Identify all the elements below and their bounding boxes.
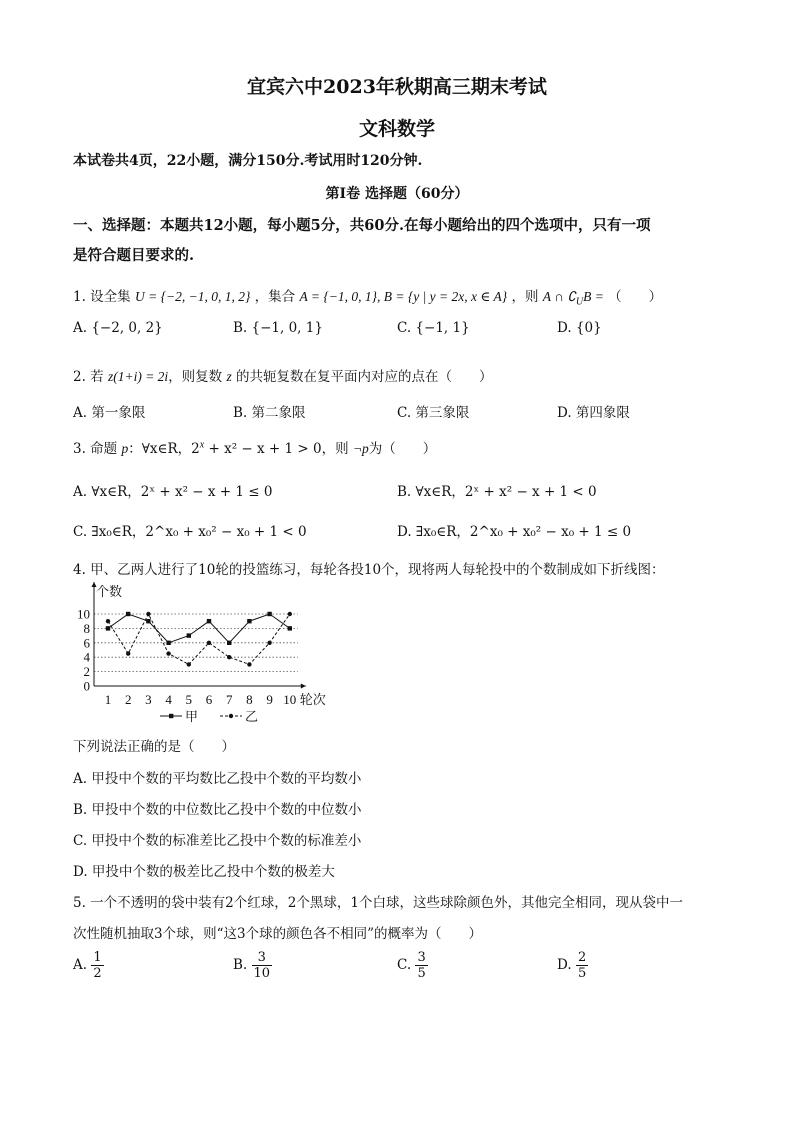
q2-option-b[interactable]: B. 第二象限: [233, 405, 306, 421]
q3-rest: + x² − x + 1 > 0，则: [204, 441, 349, 457]
x-tick-label: 1: [104, 692, 112, 707]
q4-option-b[interactable]: B. 甲投中个数的中位数比乙投中个数的中位数小: [73, 802, 362, 818]
q5-option-b-letter: B.: [233, 957, 248, 973]
series-1-point: [126, 612, 130, 616]
question-5-stem-line2: 次性随机抽取3个球，则“这3个球的颜色各不相同”的概率为（ ）: [73, 926, 482, 942]
x-tick-label: 2: [124, 692, 132, 707]
x-tick-label: 7: [225, 692, 233, 707]
y-tick-label: 0: [83, 678, 90, 694]
q1-sub-u: U: [575, 296, 584, 308]
line-chart: [72, 580, 342, 730]
legend-label-2: 乙: [245, 709, 259, 724]
q5-option-c[interactable]: [397, 950, 428, 981]
q5-option-b-fraction: [252, 950, 273, 981]
series-2-point: [106, 619, 110, 623]
fraction-numerator: 3: [417, 950, 426, 965]
q5-option-b[interactable]: [233, 950, 272, 981]
subject-title: 文科数学: [358, 118, 435, 140]
x-tick-label: 6: [205, 692, 213, 707]
x-tick-label: 3: [145, 692, 152, 707]
section-heading-line1: 一、选择题：本题共12小题，每小题5分，共60分.在每小题给出的四个选项中，只有一项: [73, 217, 651, 234]
series-2-point: [166, 651, 170, 655]
series-2-point: [207, 641, 211, 645]
legend-label-1: 甲: [185, 709, 199, 724]
q2-option-d[interactable]: D. 第四象限: [557, 405, 630, 421]
exam-info: 本试卷共4页，22小题，满分150分.考试用时120分钟.: [73, 153, 423, 169]
series-1-point: [207, 619, 211, 623]
series-2-point: [267, 641, 271, 645]
fraction-numerator: 2: [577, 950, 587, 965]
series-2-point: [247, 662, 251, 666]
fraction-numerator: 1: [93, 950, 102, 965]
q2-equation: z(1+i) = 2i: [107, 369, 169, 384]
q4-option-c[interactable]: C. 甲投中个数的标准差比乙投中个数的标准差小: [73, 833, 362, 849]
q4-option-a[interactable]: A. 甲投中个数的平均数比乙投中个数的平均数小: [73, 771, 362, 787]
series-1-point: [267, 612, 271, 616]
part-title: 第I卷 选择题（60分）: [325, 186, 469, 202]
q1-universal-set: U = {−2, −1, 0, 1, 2}: [134, 289, 251, 304]
q2-option-a[interactable]: A. 第一象限: [73, 405, 146, 421]
q5-option-c-letter: C.: [397, 957, 412, 973]
q5-option-a[interactable]: [73, 950, 104, 981]
q2-number: 2. 若: [73, 369, 104, 385]
series-1-point: [288, 626, 292, 630]
q3-forall: ：∀x∈R，2: [128, 441, 200, 457]
series-2-point: [187, 662, 191, 666]
question-5-stem-line1: 5. 一个不透明的袋中装有2个红球，2个黑球，1个白球，这些球除颜色外，其他完全相同，现从袋中一: [73, 895, 683, 911]
q1-option-b[interactable]: B. {−1, 0, 1}: [233, 320, 323, 336]
question-3-stem: [73, 437, 436, 457]
q1-expression-end: B =: [583, 289, 604, 304]
series-2-point: [227, 655, 231, 659]
question-1-stem: [73, 285, 662, 308]
q3-p: p: [121, 441, 129, 456]
q5-option-d-letter: D.: [557, 957, 572, 973]
fraction-numerator: 3: [252, 950, 273, 966]
question-4-stem: 4. 甲、乙两人进行了10轮的投篮练习，每轮各投10个，现将两人每轮投中的个数制成如下折线图：: [73, 562, 665, 578]
q5-option-a-letter: A.: [73, 957, 88, 973]
q1-option-c[interactable]: C. {−1, 1}: [397, 320, 470, 336]
q1-option-d[interactable]: D. {0}: [557, 320, 602, 336]
q1-bracket: （ ）: [608, 289, 663, 305]
question-4-followup: 下列说法正确的是（ ）: [73, 739, 235, 755]
q3-option-c[interactable]: C. ∃x₀∈R，2^x₀ + x₀² − x₀ + 1 < 0: [73, 524, 307, 540]
x-axis-label: 轮次: [299, 692, 326, 707]
q1-sets: A = {−1, 0, 1}, B = {y | y = 2x, x ∈ A}: [299, 289, 508, 304]
y-tick-label: 10: [77, 606, 90, 622]
x-tick-label: 10: [283, 692, 297, 707]
fraction-denominator: 5: [417, 966, 426, 981]
q5-option-a-fraction: [91, 950, 103, 981]
series-1-point: [146, 619, 150, 623]
x-tick-label: 4: [165, 692, 172, 707]
q5-option-d-fraction: [576, 950, 588, 981]
q3-option-a[interactable]: A. ∀x∈R，2ˣ + x² − x + 1 ≤ 0: [73, 484, 273, 500]
y-tick-label: 8: [83, 620, 90, 636]
q1-expression: A ∩ ∁: [542, 289, 576, 304]
y-tick-label: 4: [83, 649, 90, 665]
q3-number: 3. 命题: [73, 441, 118, 457]
series-1-point: [187, 633, 191, 637]
x-tick-label: 8: [246, 692, 253, 707]
series-2-point: [146, 612, 150, 616]
q3-option-b[interactable]: B. ∀x∈R，2ˣ + x² − x + 1 < 0: [397, 484, 597, 500]
q1-text: ，集合: [254, 289, 296, 305]
x-tick-label: 5: [185, 692, 193, 707]
q3-bracket: 为（ ）: [368, 441, 437, 457]
y-tick-label: 6: [83, 635, 90, 651]
series-2-point: [126, 651, 130, 655]
series-2-point: [288, 612, 292, 616]
q3-not-p: ¬p: [352, 441, 369, 456]
fraction-denominator: 10: [253, 966, 271, 981]
q2-z: z: [226, 369, 232, 384]
exam-title: 宜宾六中2023年秋期高三期末考试: [247, 76, 547, 98]
y-tick-label: 2: [83, 664, 90, 680]
q5-option-c-fraction: [415, 950, 427, 981]
y-axis-label: 个数: [96, 584, 123, 599]
fraction-denominator: 2: [93, 966, 102, 981]
q3-option-d[interactable]: D. ∃x₀∈R，2^x₀ + x₀² − x₀ + 1 ≤ 0: [397, 524, 632, 540]
legend-marker-1: [169, 714, 173, 718]
series-1-point: [247, 619, 251, 623]
series-1-point: [227, 641, 231, 645]
q5-option-d[interactable]: [557, 950, 588, 981]
x-tick-label: 9: [266, 692, 273, 707]
q2-text2: 的共轭复数在复平面内对应的点在（ ）: [236, 369, 493, 385]
q2-text: ，则复数: [168, 369, 223, 385]
legend-marker-2: [229, 714, 233, 718]
q2-option-c[interactable]: C. 第三象限: [397, 405, 470, 421]
q1-option-a[interactable]: A. {−2, 0, 2}: [73, 320, 163, 336]
series-1-point: [106, 626, 110, 630]
q4-option-d[interactable]: D. 甲投中个数的极差比乙投中个数的极差大: [73, 864, 335, 880]
q1-text2: ，则: [511, 289, 539, 305]
fraction-denominator: 5: [577, 966, 587, 981]
series-1-point: [166, 641, 170, 645]
q1-number: 1. 设全集: [73, 289, 131, 305]
q3-exp: x: [199, 439, 205, 451]
section-heading-line2: 是符合题目要求的.: [73, 247, 195, 264]
x-axis-arrow: [301, 684, 306, 689]
question-2-stem: [73, 365, 493, 385]
